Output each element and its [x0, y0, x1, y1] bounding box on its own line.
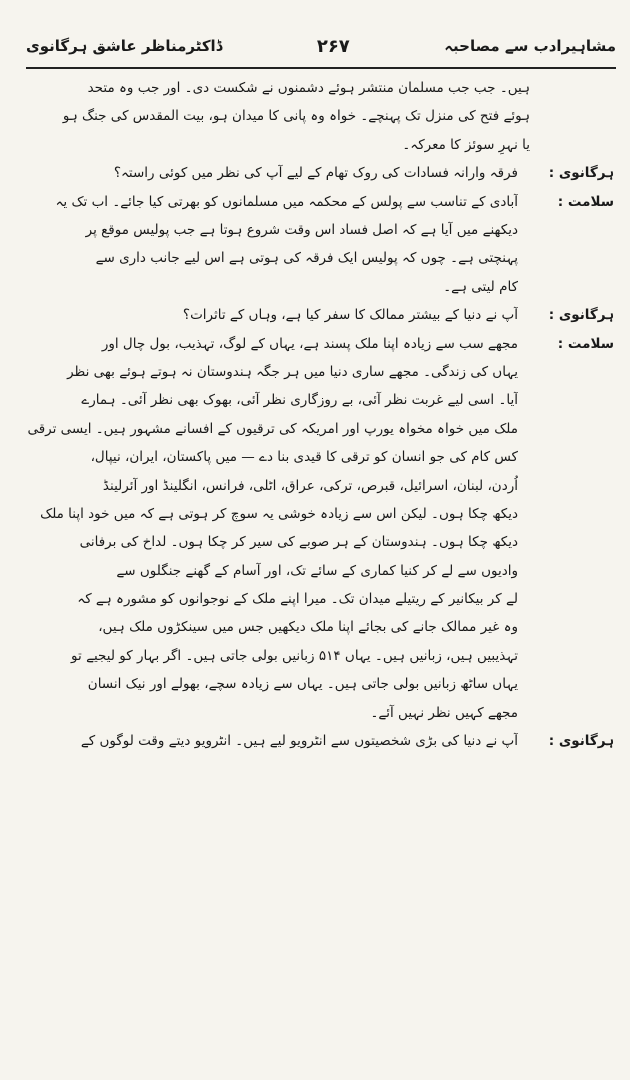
interview-text: [26, 74, 614, 1060]
text-line: وادیوں سے لے کر کنیا کماری کے سائے تک، اور آسام کے گھنے جنگلوں سے: [116, 562, 518, 579]
text-line: ہوئے فتح کی منزل تک پہنچے۔ خواہ وہ پانی کا میدان ہو، بیت المقدس کی جنگ ہو: [62, 108, 530, 125]
text-line: مجھے کہیں نظر نہیں آئے۔: [370, 704, 518, 721]
dialogue-block: [26, 301, 614, 329]
text-line: یا نہرِ سوئز کا معرکہ۔: [402, 136, 530, 153]
answer-text: [26, 330, 518, 727]
question-text: [26, 727, 518, 755]
text-line: آپ نے دنیا کے بیشتر ممالک کا سفر کیا ہے، وہاں کے تاثرات؟: [182, 307, 518, 324]
text-line: اُردن، لبنان، اسرائیل، قبرص، ترکی، عراق، اٹلی، فرانس، انگلینڈ اور آئرلینڈ: [102, 477, 518, 494]
dialogue-block: [26, 727, 614, 755]
text-line: آیا۔ اسی لیے غربت نظر آئی، بے روزگاری نظر آئی، بھوک بھی نظر آئی۔ ہمارے: [81, 392, 518, 409]
text-line: آبادی کے تناسب سے پولس کے محکمہ میں مسلمانوں کو بھرتی کیا جائے۔ اب تک یہ: [55, 193, 518, 210]
author-name: ڈاکٹرمناظر عاشق ہرگانوی: [26, 37, 223, 55]
page-number: ۲۶۷: [316, 35, 350, 57]
dialogue-block: [26, 188, 614, 302]
text-line: یہاں ساٹھ زبانیں بولی جاتی ہیں۔ یہاں سے زیادہ سچے، بھولے اور نیک انسان: [87, 676, 518, 693]
text-line: پہنچتی ہے۔ چوں کہ پولیس ایک فرقہ کی ہوتی ہے اس لیے جانب داری سے: [95, 250, 518, 267]
question-text: [26, 301, 518, 329]
text-line: تہذیبیں ہیں، زبانیں ہیں۔ یہاں ۵۱۴ زبانیں بولی جاتی ہیں۔ اگر بہار کو لیجیے تو: [71, 647, 518, 664]
text-line: وہ غیر ممالک جانے کی بجائے اپنا ملک دیکھیں جس میں سینکڑوں ملک ہیں،: [98, 619, 518, 636]
book-title: مشاہیرادب سے مصاحبہ: [444, 37, 616, 55]
dialogue-block: [26, 330, 614, 727]
question-text: [26, 159, 518, 187]
speaker-label: سلامت :: [557, 335, 614, 352]
speaker-label: ہرگانوی :: [548, 307, 614, 324]
text-line: یہاں کی زندگی۔ مجھے ساری دنیا میں ہر جگہ ہندوستان نہ ہوتے ہوئے بھی نظر: [67, 363, 518, 380]
speaker-label: ہرگانوی :: [548, 165, 614, 182]
text-line: مجھے سب سے زیادہ اپنا ملک پسند ہے، یہاں کے لوگ، تہذیب، بول چال اور: [101, 335, 518, 352]
running-header: [26, 28, 616, 64]
speaker-label: سلامت :: [557, 193, 614, 210]
text-line: ہیں۔ جب جب مسلمان منتشر ہوئے دشمنوں نے شکست دی۔ اور جب وہ متحد: [87, 80, 530, 96]
text-line: لے کر بیکانیر کے ریتیلے میدان تک۔ میرا اپنے ملک کے نوجوانوں کو مشورہ ہے کہ: [77, 591, 518, 608]
dialogue-block: [26, 159, 614, 187]
header-divider: [26, 67, 616, 69]
speaker-label: ہرگانوی :: [548, 733, 614, 750]
answer-text: [26, 188, 518, 302]
text-line: دیکھنے میں آیا ہے کہ اصل فساد اس وقت شروع ہوتا ہے جب پولیس موقع پر: [85, 221, 518, 238]
text-line: دیکھ چکا ہوں۔ ہندوستان کے ہر صوبے کی سیر کر چکا ہوں۔ لداخ کی برفانی: [79, 534, 518, 551]
text-line: ملک میں خواہ مخواہ یورپ اور امریکہ کی ترقیوں کے افسانے مشہور ہیں۔ ایسی ترقی: [27, 420, 518, 437]
answer-text: [26, 74, 530, 159]
text-line: کام لیتی ہے۔: [443, 278, 518, 295]
text-line: آپ نے دنیا کی بڑی شخصیتوں سے انٹرویو لیے ہیں۔ انٹرویو دیتے وقت لوگوں کے: [80, 733, 518, 750]
text-line: فرقہ وارانہ فسادات کی روک تھام کے لیے آپ کی نظر میں کوئی راستہ؟: [113, 165, 518, 182]
dialogue-block: [26, 74, 614, 159]
text-line: دیکھ چکا ہوں۔ لیکن اس سے زیادہ خوشی یہ سوچ کر ہوتی ہے کہ میں خود اپنا ملک: [40, 505, 518, 522]
text-line: کس کام کی جو انسان کو ترقی کا قیدی بنا دے — میں پاکستان، ایران، نیپال،: [90, 449, 518, 466]
